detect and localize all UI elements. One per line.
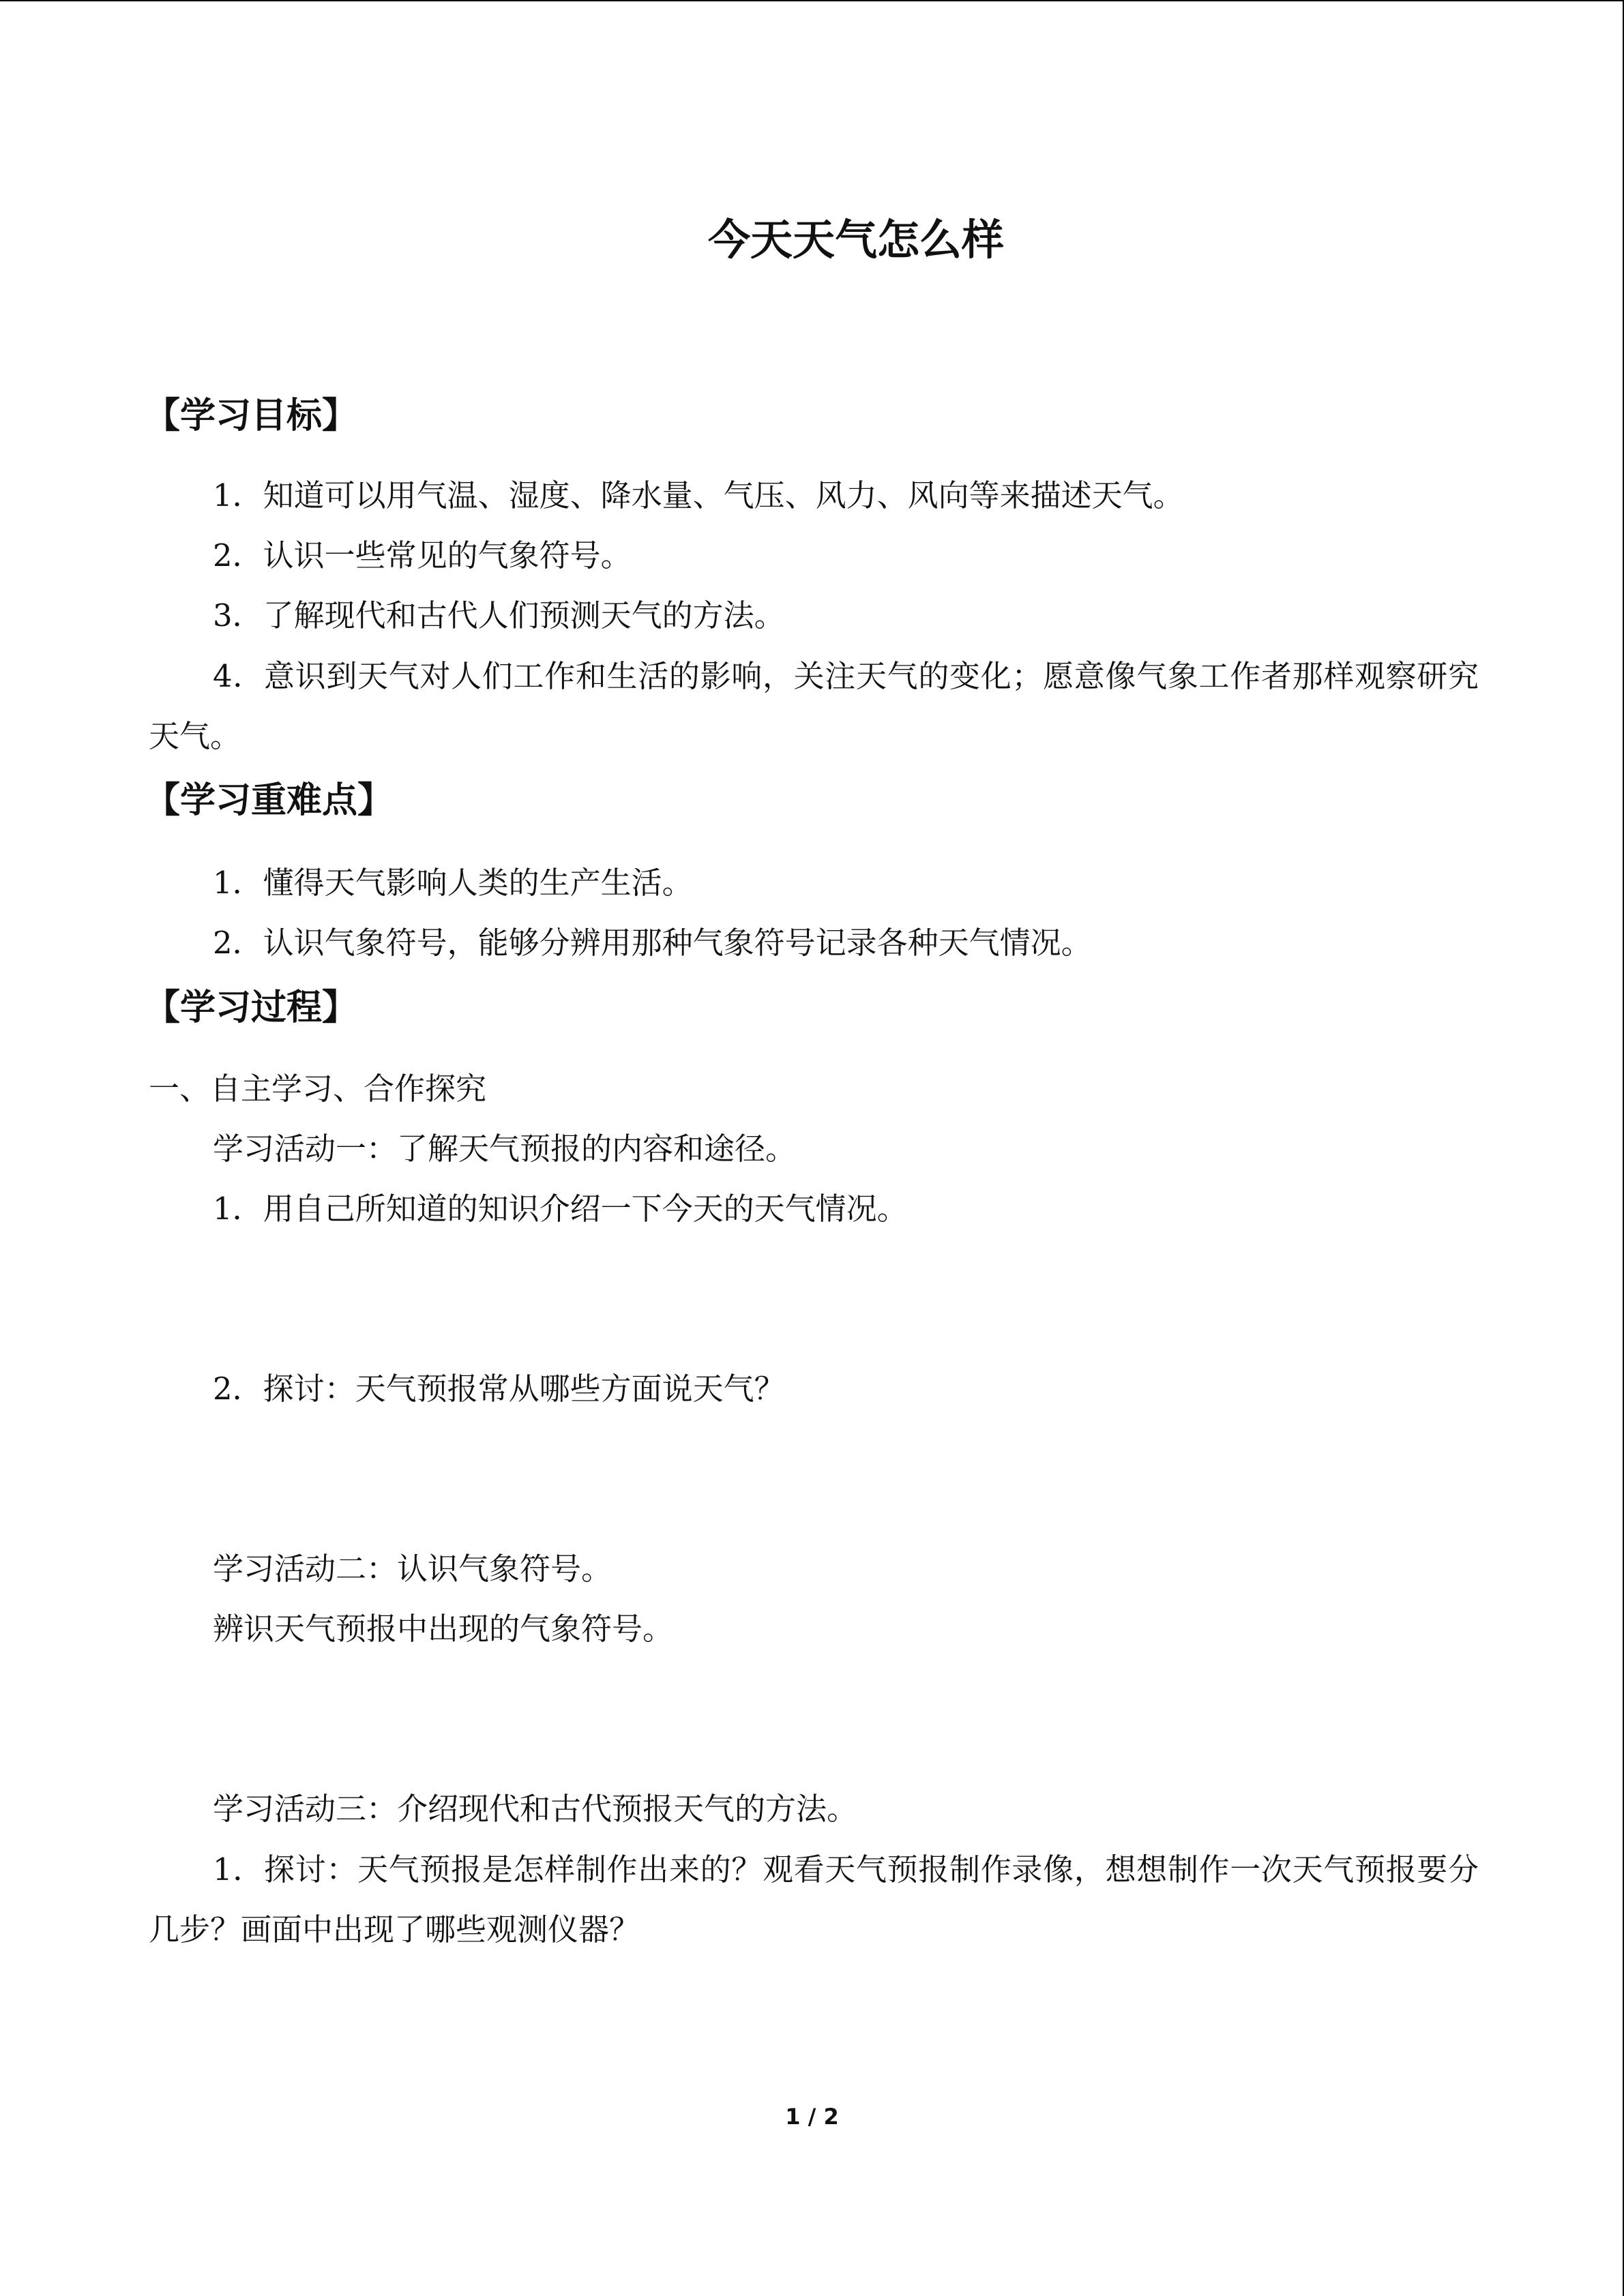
process-part1-title: 一、自主学习、合作探究 xyxy=(149,1071,487,1107)
activity2-task: 辨识天气预报中出现的气象符号。 xyxy=(213,1611,674,1647)
activity3-title: 学习活动三：介绍现代和古代预报天气的方法。 xyxy=(213,1791,858,1827)
objective-item-2: 2．认识一些常见的气象符号。 xyxy=(213,537,632,573)
activity3-question-1: 1．探讨：天气预报是怎样制作出来的？观看天气预报制作录像，想想制作一次天气预报要分几步？画面中出现了哪些观测仪器？ xyxy=(149,1851,1479,1948)
process-heading: 【学习过程】 xyxy=(145,987,358,1028)
page-title: 今天天气怎么样 xyxy=(707,215,1004,265)
objective-item-3: 3．了解现代和古代人们预测天气的方法。 xyxy=(213,597,785,633)
objective-item-4: 4．意识到天气对人们工作和生活的影响，关注天气的变化；愿意像气象工作者那样观察研究天气。 xyxy=(149,658,1479,754)
activity2-title: 学习活动二：认识气象符号。 xyxy=(213,1551,612,1587)
activity1-question-1: 1．用自己所知道的知识介绍一下今天的天气情况。 xyxy=(213,1191,908,1227)
objectives-heading: 【学习目标】 xyxy=(145,396,358,436)
activity1-title: 学习活动一：了解天气预报的内容和途径。 xyxy=(213,1131,797,1167)
activity1-question-2: 2．探讨：天气预报常从哪些方面说天气？ xyxy=(213,1371,785,1407)
key-point-item-1: 1．懂得天气影响人类的生产生活。 xyxy=(213,865,693,901)
page-number: 1 / 2 xyxy=(785,2104,839,2130)
key-points-heading: 【学习重难点】 xyxy=(145,780,394,821)
objective-item-1: 1．知道可以用气温、湿度、降水量、气压、风力、风向等来描述天气。 xyxy=(213,477,1184,513)
key-point-item-2: 2．认识气象符号，能够分辨用那种气象符号记录各种天气情况。 xyxy=(213,925,1092,961)
